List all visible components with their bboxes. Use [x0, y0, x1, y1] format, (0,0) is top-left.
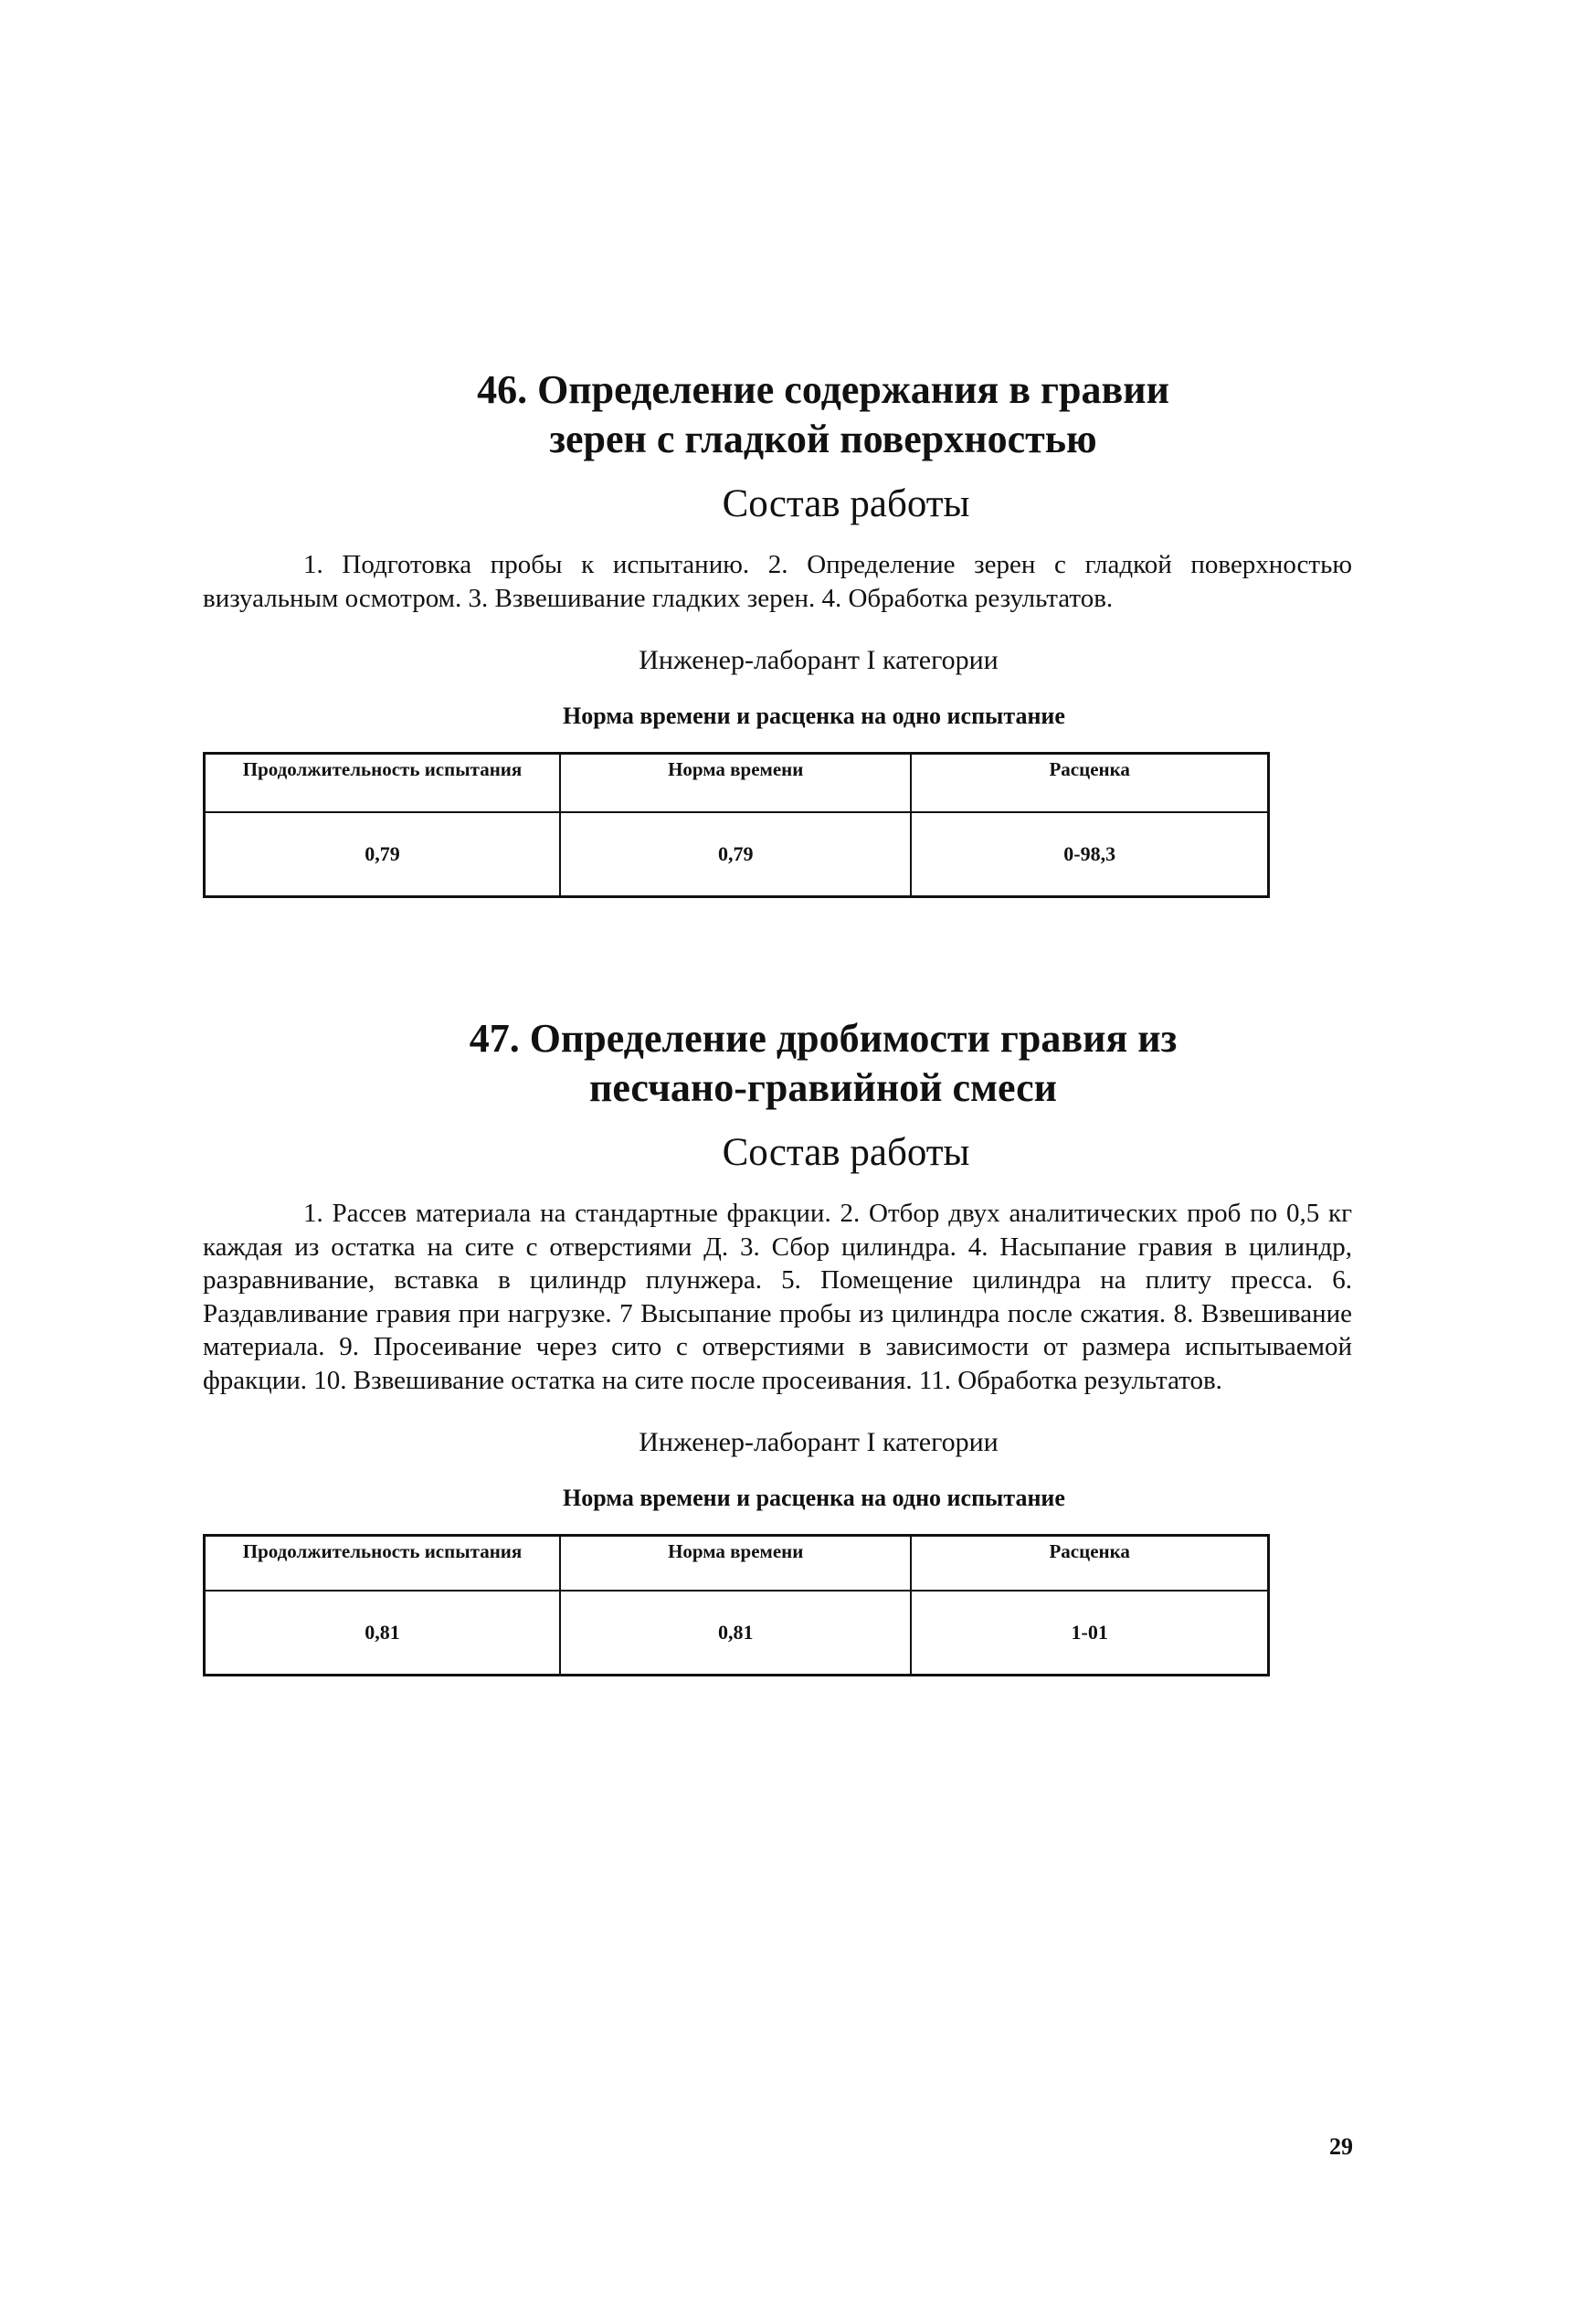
cell-duration: 0,81 — [205, 1591, 561, 1676]
table-header-row — [205, 754, 1269, 813]
section-title-line2: зерен с гладкой поверхностью — [549, 417, 1097, 461]
table-row — [205, 812, 1269, 897]
table-caption: Норма времени и расценка на одно испытание — [563, 1485, 1065, 1511]
work-description: 1. Подготовка пробы к испытанию. 2. Определение зерен с гладкой поверхностью визуальным осмотром. 3. Взвешивание гладких зерен. 4. Обработка результатов. — [203, 550, 1352, 613]
cell-rate: 0-98,3 — [911, 812, 1268, 897]
worker-role: Инженер-лаборант I категории — [639, 1427, 999, 1457]
norm-table — [203, 1534, 1270, 1676]
cell-time-norm: 0,79 — [560, 812, 911, 897]
cell-duration: 0,79 — [205, 812, 561, 897]
table-caption: Норма времени и расценка на одно испытание — [563, 703, 1065, 729]
section-subtitle: Состав работы — [722, 1131, 970, 1174]
table-header-row — [205, 1536, 1269, 1592]
section-47 — [203, 1014, 1352, 1676]
section-title-line1: 47. Определение дробимости гравия из — [469, 1016, 1178, 1061]
worker-role: Инженер-лаборант I категории — [639, 645, 999, 675]
header-duration: Продолжительность испытания — [205, 1536, 561, 1592]
norm-table — [203, 752, 1270, 898]
header-rate: Расценка — [911, 754, 1268, 813]
header-time-norm: Норма времени — [560, 1536, 911, 1592]
header-duration: Продолжительность испытания — [205, 754, 561, 813]
section-title-line1: 46. Определение содержания в гравии — [477, 367, 1169, 412]
cell-time-norm: 0,81 — [560, 1591, 911, 1676]
section-title — [203, 365, 1352, 464]
section-subtitle: Состав работы — [722, 482, 970, 525]
section-46 — [203, 365, 1352, 898]
page-number: 29 — [1329, 2133, 1353, 2160]
section-title — [203, 1014, 1352, 1113]
section-title-line2: песчано-гравийной смеси — [589, 1065, 1057, 1110]
cell-rate: 1-01 — [911, 1591, 1268, 1676]
header-rate: Расценка — [911, 1536, 1268, 1592]
work-description: 1. Рассев материала на стандартные фракции. 2. Отбор двух аналитических проб по 0,5 кг каждая из остатка на сите с отверстиями Д. 3. Сбор цилиндра. 4. Насыпание гравия в цилиндр, разравнивание, вставка в цилиндр плунжера. 5. Помещение цилиндра на плиту пресса. 6. Раздавливание гравия при нагрузке. 7 Высыпание пробы из цилиндра после сжатия. 8. Взвешивание материала. 9. Просеивание через сито с отверстиями в зависимости от размера испытываемой фракции. 10. Взвешивание остатка на сите после просеивания. 11. Обработка результатов. — [203, 1199, 1352, 1395]
header-time-norm: Норма времени — [560, 754, 911, 813]
table-row — [205, 1591, 1269, 1676]
